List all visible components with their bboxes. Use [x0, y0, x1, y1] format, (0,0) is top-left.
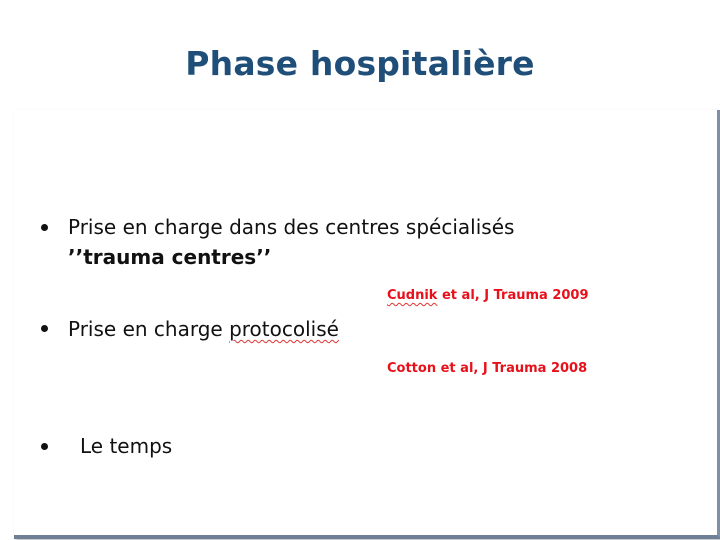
reference-1-rest: et al, J Trauma 2009: [437, 288, 589, 303]
bullet-dot-1: [41, 224, 48, 231]
slide-title: Phase hospitalière: [185, 44, 535, 83]
bullet-2-prefix: Prise en charge: [68, 317, 230, 341]
reference-1: [387, 288, 589, 303]
bullet-1-line-2: ’’trauma centres’’: [68, 245, 272, 269]
reference-1-author: Cudnik: [387, 288, 438, 303]
bullet-3: Le temps: [80, 434, 173, 458]
bullet-2: [68, 314, 339, 344]
bullet-dot-2: [41, 325, 48, 332]
bullet-dot-3: [41, 443, 48, 450]
reference-2: Cotton et al, J Trauma 2008: [387, 361, 588, 376]
bullet-1-line-1: Prise en charge dans des centres spécialisés: [68, 215, 515, 239]
bullet-2-word: protocolisé: [229, 317, 339, 341]
